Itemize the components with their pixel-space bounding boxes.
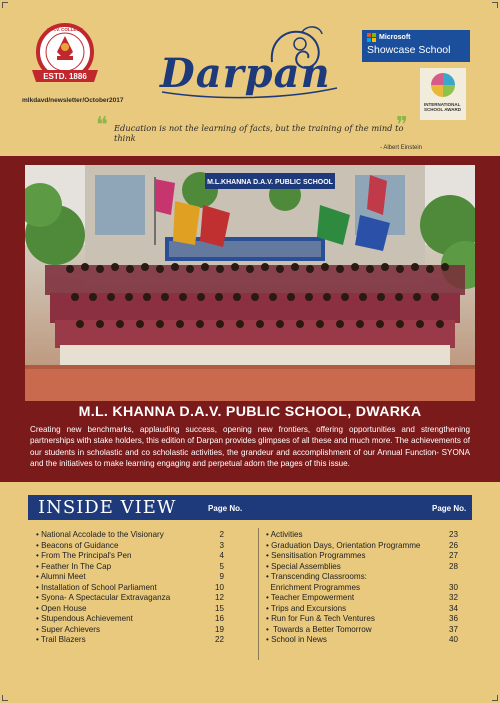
isa-label: INTERNATIONAL SCHOOL AWARD (424, 102, 462, 112)
hero-section (0, 156, 500, 482)
toc-entry-page: 27 (448, 551, 458, 560)
toc-entry-title: • Sensitisation Programmes (266, 551, 366, 560)
inside-view-header (28, 495, 472, 520)
toc-entry[interactable] (36, 614, 246, 625)
toc-entry-page: 5 (219, 561, 224, 571)
toc-entry-page: 36 (448, 614, 458, 623)
toc-entry[interactable] (266, 635, 466, 646)
toc-entry-title: • Graduation Days, Orientation Programme (266, 540, 421, 550)
page-no-label-right: Page No. (432, 504, 467, 513)
building-sign: M.L.KHANNA D.A.V. PUBLIC SCHOOL (207, 179, 333, 186)
crop-mark (492, 695, 498, 701)
toc-entry-page: 40 (448, 635, 458, 644)
toc-entry[interactable] (36, 604, 246, 615)
toc-entry[interactable] (266, 614, 466, 625)
group-photo-illustration (25, 165, 475, 401)
toc-entry[interactable] (266, 572, 466, 583)
toc-entry-page: 23 (448, 530, 458, 539)
school-name: M.L. KHANNA D.A.V. PUBLIC SCHOOL, DWARKA (78, 404, 422, 420)
toc-entry-page: 37 (448, 624, 458, 634)
toc-entry-page: 9 (219, 572, 224, 581)
close-quote-icon: ❞ (396, 113, 408, 138)
toc-entry[interactable] (266, 530, 466, 541)
toc-entry[interactable] (266, 593, 466, 604)
toc-entry-page: 28 (448, 561, 458, 571)
logo-estd: ESTD. 1886 (43, 72, 87, 81)
toc-entry-title: • Trips and Excursions (266, 603, 347, 613)
quote-author: - Albert Einstein (380, 145, 423, 151)
toc-entry-title: • Open House (36, 603, 87, 613)
toc-entry-page: 22 (214, 635, 224, 644)
toc-entry-title: • Towards a Better Tomorrow (266, 624, 372, 634)
toc-entry-title: • Teacher Empowerment (266, 593, 355, 602)
toc-entry[interactable] (266, 625, 466, 636)
toc-entry-title: • Run for Fun & Tech Ventures (266, 614, 375, 623)
toc-entry[interactable] (36, 530, 246, 541)
crop-mark (492, 2, 498, 8)
toc-entry[interactable] (266, 583, 466, 594)
toc-entry[interactable] (266, 604, 466, 615)
toc-entry-page: 30 (448, 582, 458, 592)
toc-entry-title: • Syona- A Spectacular Extravaganza (36, 593, 171, 602)
toc-entry-page: 4 (219, 551, 224, 560)
toc-entry[interactable] (266, 541, 466, 552)
toc-entry-page: 3 (219, 540, 224, 550)
toc-entry-page: 34 (448, 603, 458, 613)
toc-entry-page: 26 (448, 540, 458, 550)
inside-view-title: INSIDE VIEW (38, 497, 177, 518)
microsoft-logo-icon (367, 33, 376, 42)
toc-entry-title: • Trail Blazers (36, 635, 86, 644)
newsletter-url: mlkdavd/newsletter/October2017 (22, 97, 124, 104)
toc-entry-page: 12 (214, 593, 224, 602)
toc-entry-title: Enrichment Programmes (266, 582, 361, 592)
toc-entry-title: • Super Achievers (36, 624, 101, 634)
toc-entry[interactable] (36, 625, 246, 636)
toc-entry-page: 2 (219, 530, 224, 539)
toc-entry[interactable] (36, 593, 246, 604)
darpan-masthead (152, 22, 352, 104)
page-no-label-left: Page No. (208, 504, 243, 513)
toc-entry-page: 19 (214, 624, 224, 634)
toc-entry[interactable] (36, 541, 246, 552)
open-quote-icon: ❝ (96, 113, 108, 138)
toc-divider (258, 528, 259, 660)
toc-left (36, 530, 246, 646)
toc-right (266, 530, 466, 646)
toc-entry-title: • Alumni Meet (36, 572, 86, 581)
toc-entry-title: • Beacons of Guidance (36, 540, 119, 550)
ms-brand: Microsoft (379, 34, 411, 41)
toc-entry-title: • Installation of School Parliament (36, 582, 157, 592)
toc-entry-title: • From The Principal's Pen (36, 551, 132, 560)
isa-badge (420, 68, 466, 120)
toc-entry[interactable] (36, 583, 246, 594)
toc-entry[interactable] (36, 572, 246, 583)
toc-entry-title: • Transcending Classrooms: (266, 572, 367, 581)
toc-entry[interactable] (266, 562, 466, 573)
toc-entry-page: 16 (214, 614, 224, 623)
toc-entry-title: • Special Assemblies (266, 561, 341, 571)
crop-mark (2, 695, 8, 701)
dav-logo (24, 20, 106, 92)
toc-entry[interactable] (36, 562, 246, 573)
toc-entry-title: • National Accolade to the Visionary (36, 530, 164, 539)
quote-text: Education is not the learning of facts, but the training of the mind to think (114, 123, 404, 143)
toc-entry-title: • School in News (266, 635, 327, 644)
toc-entry-page: 32 (448, 593, 458, 602)
crop-mark (2, 2, 8, 8)
toc-entry-page: 10 (214, 582, 224, 592)
svg-text:D.A.V. COLLEGE: D.A.V. COLLEGE (47, 27, 83, 32)
toc-entry-title: • Feather In The Cap (36, 561, 112, 571)
toc-entry-title: • Stupendous Achievement (36, 614, 133, 623)
newsletter-title: Darpan (160, 50, 331, 97)
group-photo (25, 165, 475, 401)
hero-description: Creating new benchmarks, applauding success, opening new frontiers, offering opportunities and strengthening partnerships with stake holders, this edition of Darpan provides glimpses of all these and much more. The achievements of our students in scholastic and co scholastic activities, the grandeur and accomplishment of our Annual Function- SYONA and the initiatives to make learning engaging and perpetual adorn the pages of this issue. (30, 425, 470, 468)
ms-program: Showcase School (367, 44, 451, 56)
toc-entry-title: • Activities (266, 530, 303, 539)
toc-entry-page: 15 (214, 603, 224, 613)
toc-entry[interactable] (36, 635, 246, 646)
toc-entry[interactable] (36, 551, 246, 562)
microsoft-showcase-badge (362, 30, 470, 62)
quote (96, 113, 416, 143)
toc-entry[interactable] (266, 551, 466, 562)
isa-logo-icon (424, 71, 462, 99)
